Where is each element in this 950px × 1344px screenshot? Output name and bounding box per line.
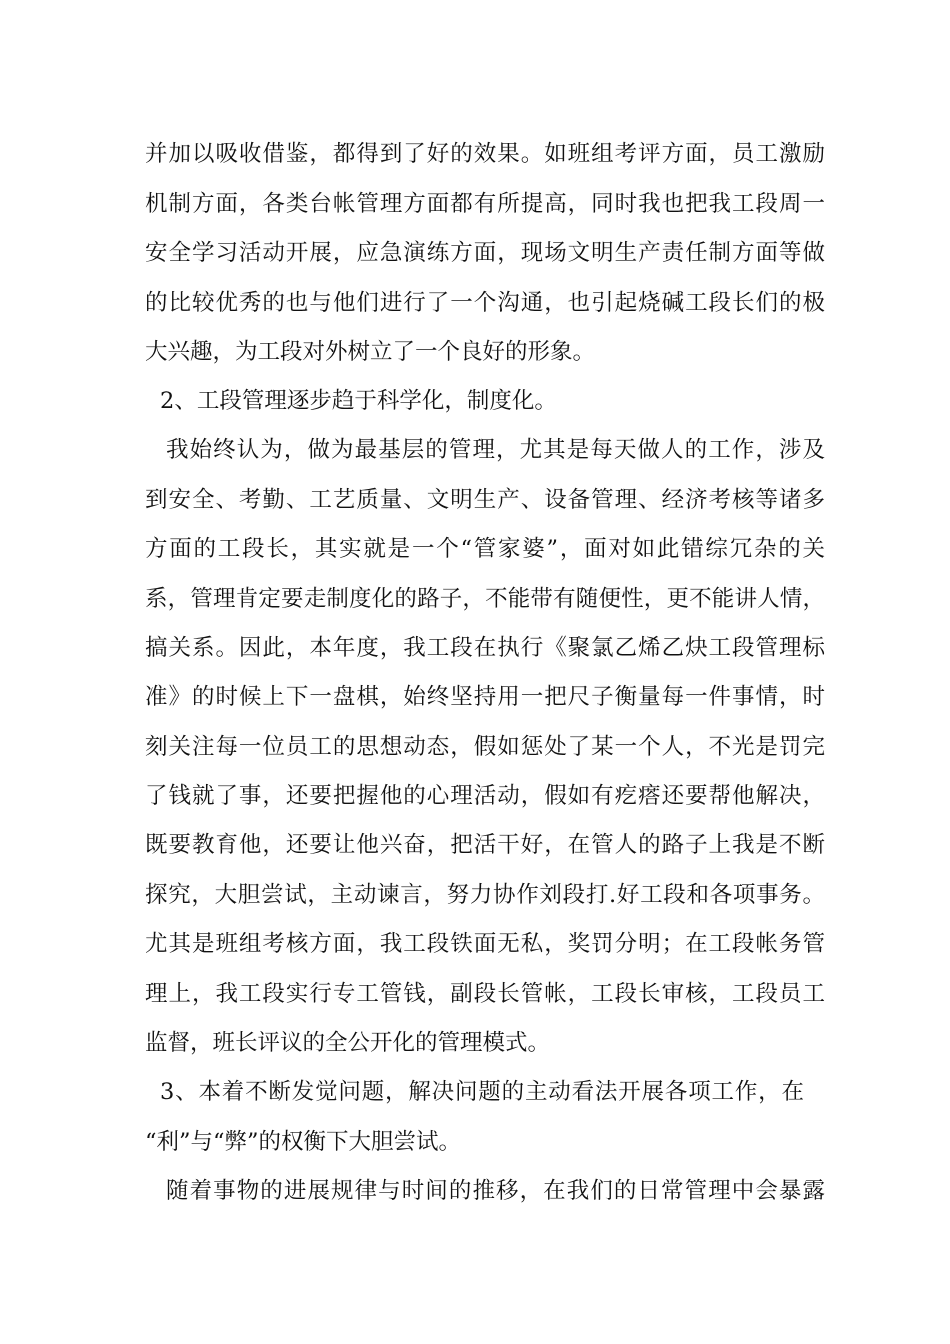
text-line: 安全学习活动开展，应急演练方面，现场文明生产责任制方面等做 <box>145 240 825 266</box>
text-line: 探究，大胆尝试，主动谏言，努力协作刘段打.好工段和各项事务。 <box>145 882 825 908</box>
text-line: 机制方面，各类台帐管理方面都有所提高，同时我也把我工段周一 <box>145 191 825 217</box>
text-line: 准》的时候上下一盘棋，始终坚持用一把尺子衡量每一件事情，时 <box>145 684 825 710</box>
text-line: 既要教育他，还要让他兴奋，把活干好，在管人的路子上我是不断 <box>145 832 825 858</box>
section-heading: 3、本着不断发觉问题，解决问题的主动看法开展各项工作，在 <box>160 1079 804 1105</box>
text-line: 随着事物的进展规律与时间的推移，在我们的日常管理中会暴露 <box>166 1178 825 1204</box>
text-line: 并加以吸收借鉴，都得到了好的效果。如班组考评方面，员工激励 <box>145 141 825 167</box>
text-line: 了钱就了事，还要把握他的心理活动，假如有疙瘩还要帮他解决， <box>145 783 825 809</box>
section-heading: 2、工段管理逐步趋于科学化，制度化。 <box>160 388 557 414</box>
text-line: 刻关注每一位员工的思想动态，假如惩处了某一个人，不光是罚完 <box>145 734 825 760</box>
text-line: 方面的工段长，其实就是一个“管家婆”，面对如此错综冗杂的关 <box>145 536 825 562</box>
text-line: 尤其是班组考核方面，我工段铁面无私，奖罚分明；在工段帐务管 <box>145 931 825 957</box>
text-line: 搞关系。因此，本年度，我工段在执行《聚氯乙烯乙炔工段管理标 <box>145 635 825 661</box>
text-line: 理上，我工段实行专工管钱，副段长管帐，工段长审核，工段员工 <box>145 981 825 1007</box>
text-line: 大兴趣，为工段对外树立了一个良好的形象。 <box>145 339 596 365</box>
text-line: 我始终认为，做为最基层的管理，尤其是每天做人的工作，涉及 <box>166 437 825 463</box>
text-line: 到安全、考勤、工艺质量、文明生产、设备管理、经济考核等诸多 <box>145 487 825 513</box>
text-line: 的比较优秀的也与他们进行了一个沟通，也引起烧碱工段长们的极 <box>145 290 825 316</box>
text-line: 系，管理肯定要走制度化的路子，不能带有随便性，更不能讲人情， <box>145 586 825 612</box>
text-line: 监督，班长评议的全公开化的管理模式。 <box>145 1030 551 1056</box>
text-line: “利”与“弊”的权衡下大胆尝试。 <box>145 1129 462 1155</box>
